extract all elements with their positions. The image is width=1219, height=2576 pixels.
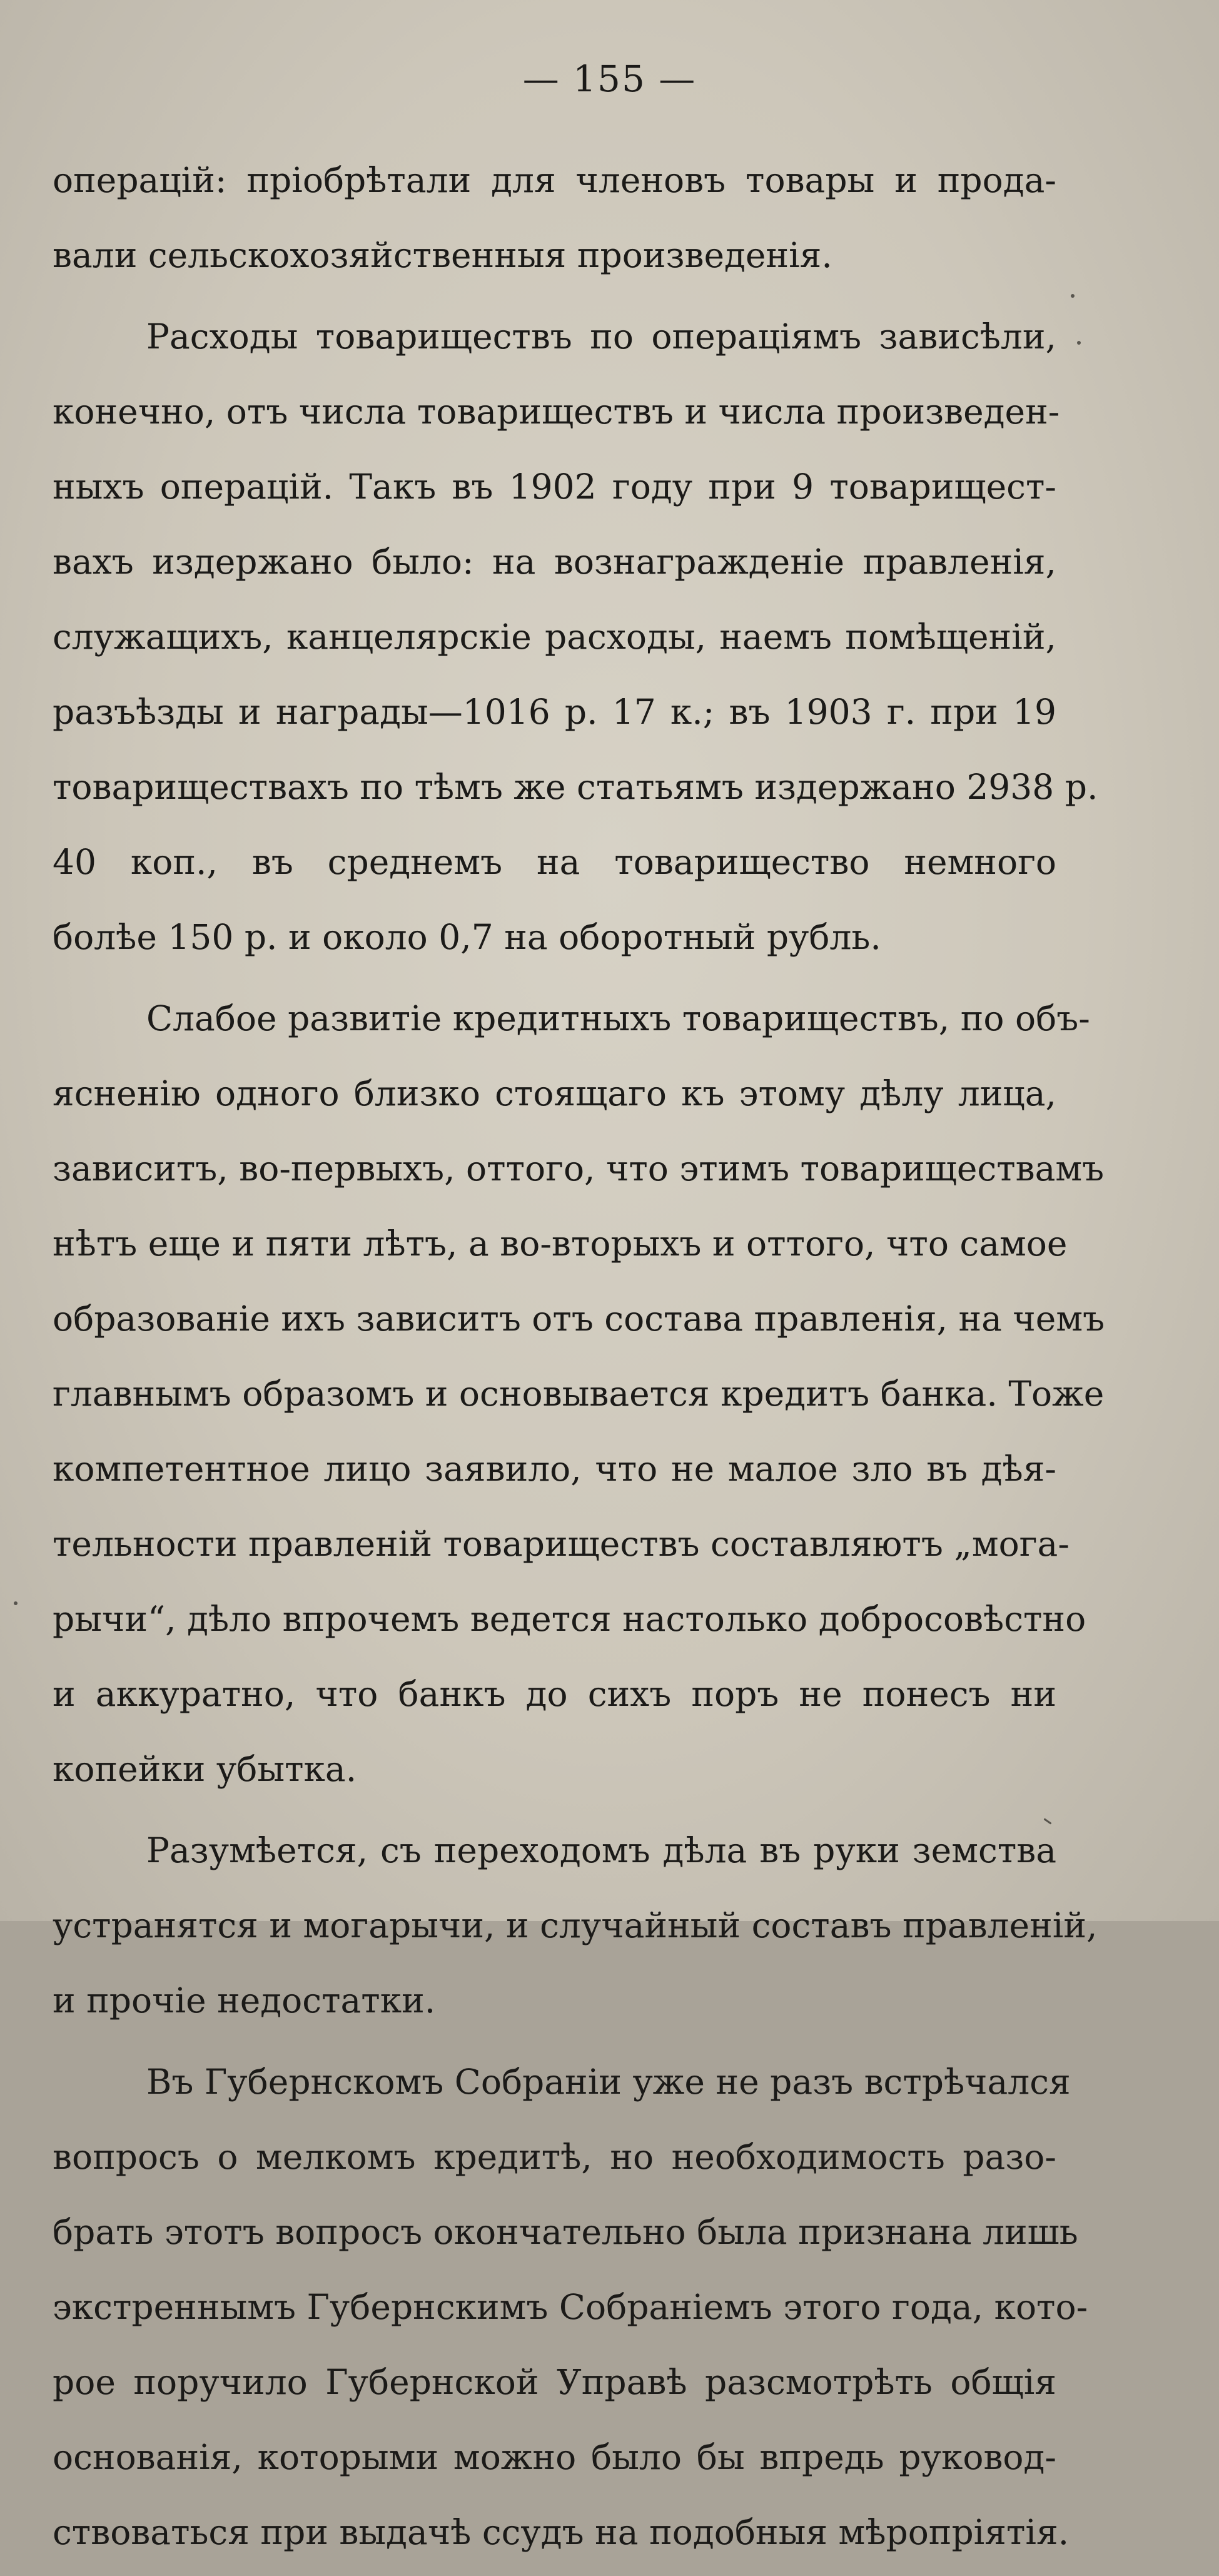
text-line: рычи“, дѣло впрочемъ ведется настолько добросовѣстно (53, 1599, 1086, 1639)
text-line: экстреннымъ Губернскимъ Собраніемъ этого года, кото- (53, 2287, 1088, 2327)
paragraph (53, 2044, 1088, 2570)
text-line: вали сельскохозяйственныя произведенія. (53, 235, 832, 275)
text-line: зависитъ, во-первыхъ, оттого, что этимъ товариществамъ (53, 1149, 1105, 1189)
paragraph (53, 299, 1098, 975)
text-line: 40 коп., въ среднемъ на товарищество немного (53, 842, 1056, 882)
text-line: Въ Губернскомъ Собраніи уже не разъ встрѣчался (146, 2062, 1071, 2102)
ink-speck (1077, 341, 1081, 345)
text-line: разъѣзды и награды—1016 р. 17 к.; въ 1903 г. при 19 (53, 692, 1056, 732)
text-line: брать этотъ вопросъ окончательно была признана лишь (53, 2212, 1078, 2252)
text-line: и прочіе недостатки. (53, 1980, 436, 2021)
text-line: основанія, которыми можно было бы впредь руковод- (53, 2437, 1056, 2477)
text-line: Разумѣется, съ переходомъ дѣла въ руки земства (146, 1830, 1056, 1870)
text-line: и аккуратно, что банкъ до сихъ поръ не понесъ ни (53, 1674, 1056, 1714)
text-line: служащихъ, канцелярскіе расходы, наемъ помѣщеній, (53, 617, 1056, 657)
text-line: товариществахъ по тѣмъ же статьямъ издержано 2938 р. (53, 767, 1098, 807)
text-line: тельности правленій товариществъ составляютъ „мога- (53, 1524, 1070, 1564)
text-line: компетентное лицо заявило, что не малое зло въ дѣя- (53, 1449, 1056, 1489)
paragraph (53, 1813, 1098, 2038)
page-number: — 155 — (522, 58, 697, 100)
text-line: Слабое развитіе кредитныхъ товариществъ, по объ- (146, 998, 1090, 1038)
text-line: нѣтъ еще и пяти лѣтъ, а во-вторыхъ и оттого, что самое (53, 1224, 1068, 1264)
text-line: ствоваться при выдачѣ ссудъ на подобныя мѣропріятія. (53, 2512, 1070, 2552)
paragraph (53, 981, 1105, 1807)
text-line: образованіе ихъ зависитъ отъ состава правленія, на чемъ (53, 1299, 1105, 1339)
text-line: болѣе 150 р. и около 0,7 на оборотный рубль. (53, 917, 881, 957)
text-line: Расходы товариществъ по операціямъ зависѣли, (146, 317, 1056, 357)
text-line: главнымъ образомъ и основывается кредитъ банка. Тоже (53, 1374, 1105, 1414)
text-line: операцій: пріобрѣтали для членовъ товары и прода- (53, 160, 1056, 200)
body-text (53, 143, 1105, 2576)
text-line: ныхъ операцій. Такъ въ 1902 году при 9 товарищест- (53, 467, 1056, 507)
text-line: вахъ издержано было: на вознагражденіе правленія, (53, 542, 1056, 582)
text-line: ясненію одного близко стоящаго къ этому дѣлу лица, (53, 1073, 1056, 1113)
ink-speck (14, 1601, 18, 1605)
text-line: рое поручило Губернской Управѣ разсмотрѣть общія (53, 2362, 1056, 2402)
text-line: копейки убытка. (53, 1749, 357, 1789)
ink-speck (1071, 294, 1075, 298)
text-line: вопросъ о мелкомъ кредитѣ, но необходимость разо- (53, 2137, 1056, 2177)
text-line: конечно, отъ числа товариществъ и числа произведен- (53, 392, 1060, 432)
paragraph (53, 143, 1056, 293)
text-line: устранятся и могарычи, и случайный составъ правленій, (53, 1905, 1098, 1945)
